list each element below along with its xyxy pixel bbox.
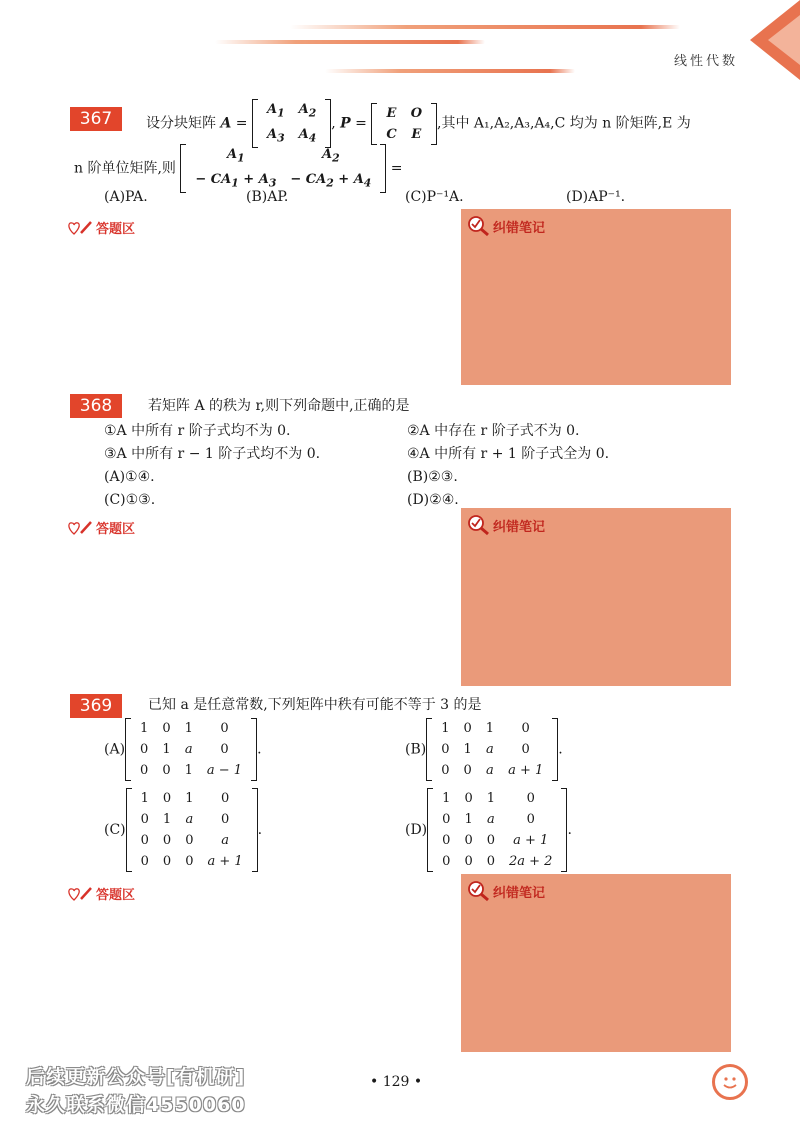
q367-stem-mid: ,其中 A₁,A₂,A₃,A₄,C 均为 n 阶矩阵,E 为 bbox=[437, 115, 691, 132]
header-stripe bbox=[290, 25, 680, 29]
smiley-icon bbox=[712, 1064, 748, 1100]
question-number-368: 368 bbox=[70, 394, 122, 418]
q368-stem: 若矩阵 A 的秩为 r,则下列命题中,正确的是 bbox=[148, 398, 410, 414]
error-notes-text: 纠错笔记 bbox=[493, 885, 546, 901]
error-notes-box[interactable] bbox=[461, 874, 731, 1052]
q369-option-b-label: (B) bbox=[405, 741, 427, 758]
corner-arrow-icon bbox=[730, 0, 800, 80]
q368-option-a: (A)①④. bbox=[104, 469, 155, 485]
watermark-line-2: 永久联系微信4550060 bbox=[26, 1094, 246, 1116]
q367-line1: 设分块矩阵 A = $A_1$ $A_2$ $A_3$ $A_4$ , P = E O C E ,其中 A₁,A₂,A₃,A₄,C 均为 n 阶矩阵,E 为 bbox=[146, 99, 691, 148]
q369-option-d-label: (D) bbox=[405, 822, 428, 838]
matrix-product: $A_1$ $A_2$ − $CA_1 + A_3$ − $CA_2 + A_4$ bbox=[180, 144, 386, 193]
q368-statement-1: ①A 中所有 r 阶子式均不为 0. bbox=[104, 423, 291, 439]
error-notes-box[interactable] bbox=[461, 508, 731, 686]
matrix-option-c: 1 0 1 0 0 1 a 0 0 0 0 a 0 0 0 a + 1 bbox=[126, 788, 258, 872]
matrix-option-d: 1 0 1 0 0 1 a 0 0 0 0 a + 1 0 0 0 2a + 2 bbox=[427, 788, 567, 872]
q368-statement-4: ④A 中所有 r + 1 阶子式全为 0. bbox=[407, 446, 610, 462]
answer-area-label bbox=[66, 218, 135, 237]
question-number-369: 369 bbox=[70, 694, 122, 718]
q367-option-d: (D)AP⁻¹. bbox=[566, 189, 626, 205]
q368-option-b: (B)②③. bbox=[407, 469, 458, 485]
magnifier-check-icon bbox=[467, 880, 491, 902]
watermark-line-1: 后续更新公众号[有机研] bbox=[26, 1066, 246, 1088]
q368-statement-2: ②A 中存在 r 阶子式不为 0. bbox=[407, 423, 580, 439]
matrix-option-a: 1 0 1 0 0 1 a 0 0 0 1 a − 1 bbox=[125, 718, 257, 781]
answer-area-label bbox=[66, 884, 135, 903]
q367-stem-start: 设分块矩阵 bbox=[146, 115, 221, 132]
q369-option-a-label: (A) bbox=[104, 741, 126, 758]
q369-option-c-label: (C) bbox=[104, 822, 126, 838]
matrix-A: $A_1$ $A_2$ $A_3$ $A_4$ bbox=[252, 99, 331, 148]
answer-area-label bbox=[66, 518, 135, 537]
answer-area-text: 答题区 bbox=[96, 888, 136, 903]
q367-equals: = bbox=[390, 160, 403, 177]
q367-option-c: (C)P⁻¹A. bbox=[405, 189, 464, 205]
q369-option-b: (B) 1 0 1 0 0 1 a 0 0 0 a a + 1 . bbox=[405, 718, 563, 781]
q367-line2 bbox=[74, 144, 403, 193]
header-stripe bbox=[325, 69, 575, 73]
matrix-option-b: 1 0 1 0 0 1 a 0 0 0 a a + 1 bbox=[426, 718, 558, 781]
q367-option-b: (B)AP. bbox=[246, 189, 289, 205]
header-stripe bbox=[215, 40, 485, 44]
q369-stem: 已知 a 是任意常数,下列矩阵中秩有可能不等于 3 的是 bbox=[148, 697, 482, 713]
error-notes-label bbox=[467, 514, 545, 536]
heart-pen-icon bbox=[66, 520, 94, 536]
q368-option-c: (C)①③. bbox=[104, 492, 156, 508]
q369-option-c: (C) 1 0 1 0 0 1 a 0 0 0 0 a 0 0 0 a + 1 . bbox=[104, 788, 262, 872]
q369-option-a: (A) 1 0 1 0 0 1 a 0 0 0 1 a − 1 . bbox=[104, 718, 262, 781]
answer-area-text: 答题区 bbox=[96, 522, 136, 537]
heart-pen-icon bbox=[66, 220, 94, 236]
error-notes-text: 纠错笔记 bbox=[493, 519, 546, 535]
magnifier-check-icon bbox=[467, 514, 491, 536]
question-number-367: 367 bbox=[70, 107, 122, 131]
q369-option-d: (D) 1 0 1 0 0 1 a 0 0 0 0 a + 1 0 0 0 2a + 2 . bbox=[405, 788, 572, 872]
magnifier-check-icon bbox=[467, 215, 491, 237]
heart-pen-icon bbox=[66, 886, 94, 902]
q368-option-d: (D)②④. bbox=[407, 492, 459, 508]
q367-option-a: (A)PA. bbox=[104, 189, 148, 205]
q367-stem-line2: n 阶单位矩阵,则 bbox=[74, 160, 176, 177]
page-number: • 129 • bbox=[370, 1074, 423, 1090]
error-notes-box[interactable] bbox=[461, 209, 731, 385]
q368-statement-3: ③A 中所有 r − 1 阶子式均不为 0. bbox=[104, 446, 321, 462]
answer-area-text: 答题区 bbox=[96, 222, 136, 237]
error-notes-label bbox=[467, 880, 545, 902]
error-notes-label bbox=[467, 215, 545, 237]
subject-title: 线性代数 bbox=[673, 54, 738, 69]
error-notes-text: 纠错笔记 bbox=[493, 220, 546, 236]
matrix-P: E O C E bbox=[371, 103, 437, 145]
